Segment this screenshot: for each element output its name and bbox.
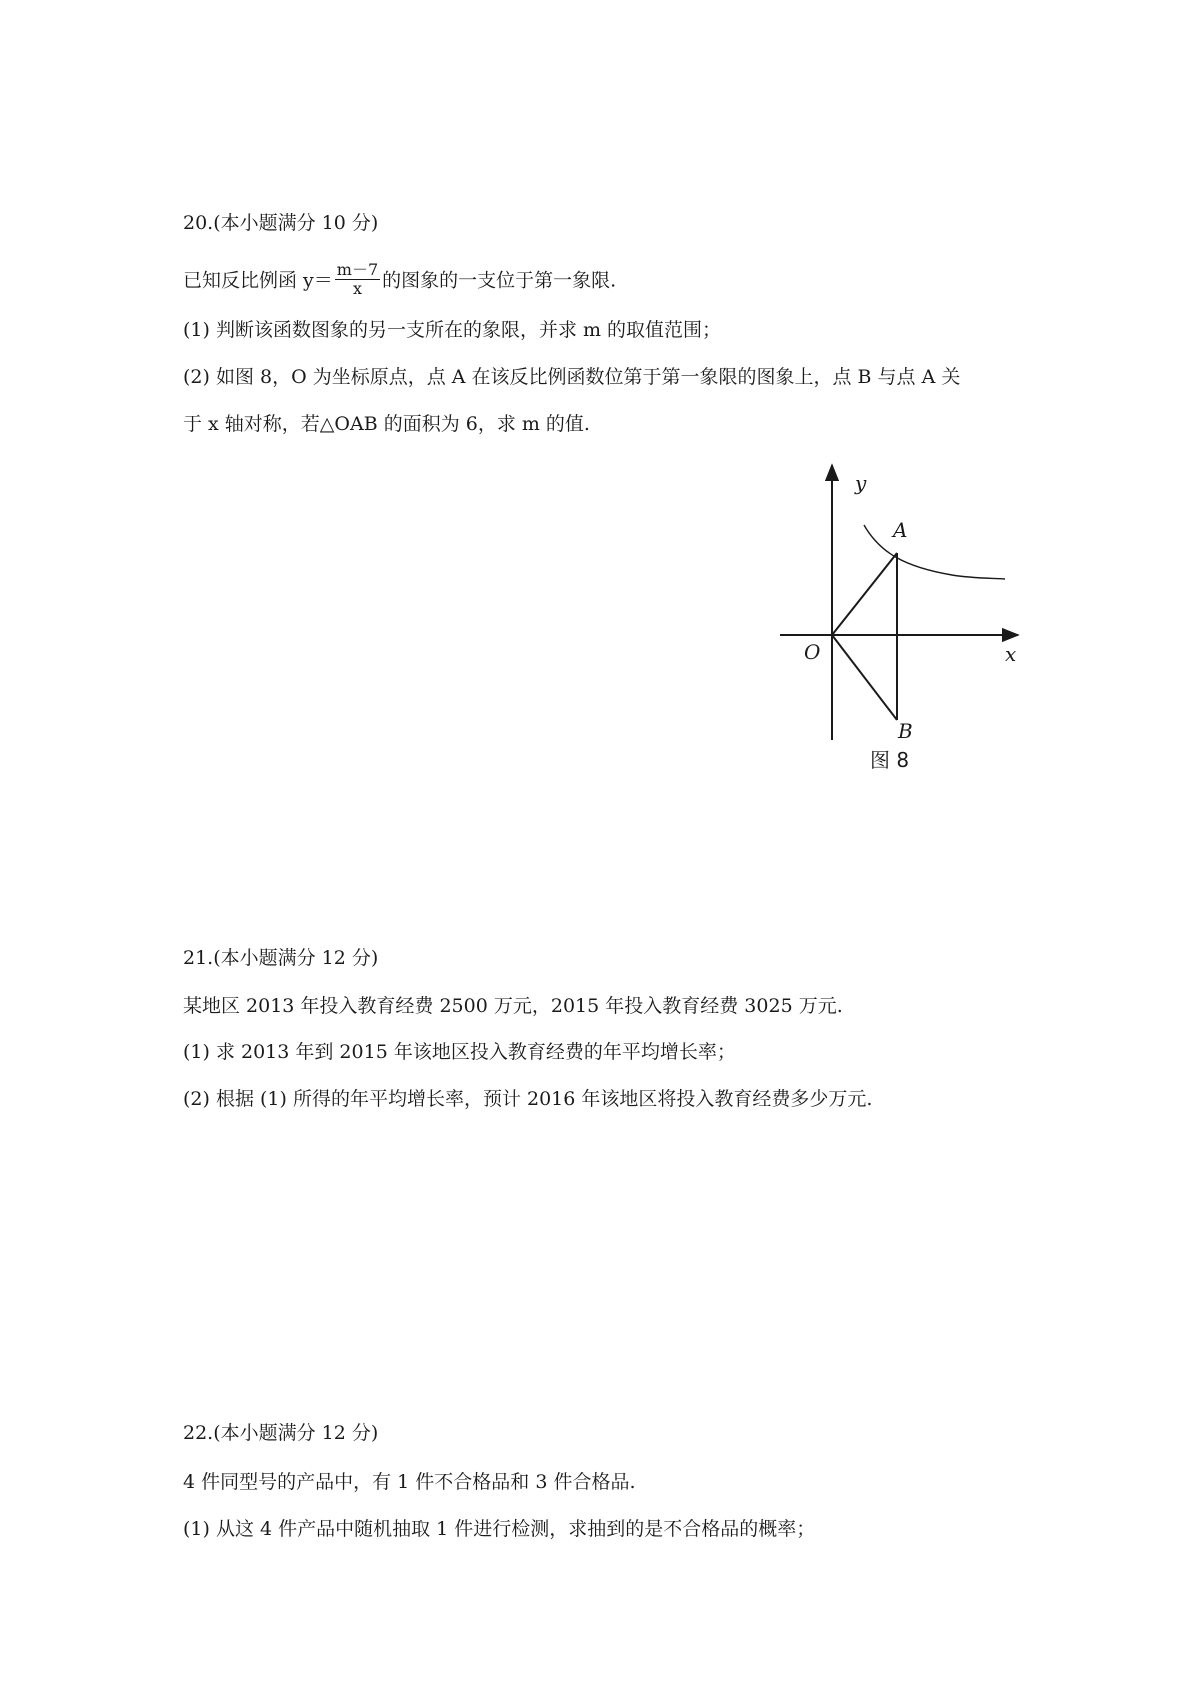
figure-caption: 图 8 (870, 748, 910, 772)
q20-fraction-denominator: x (352, 279, 362, 298)
segment-oa (832, 553, 897, 635)
q20-part2-line1: (2) 如图 8，O 为坐标原点，点 A 在该反比例函数位第于第一象限的图象上，点 B 与点 A 关 (183, 366, 961, 388)
q21-part2: (2) 根据 (1) 所得的年平均增长率，预计 2016 年该地区将投入教育经费多少万元. (183, 1088, 873, 1110)
q22-part1: (1) 从这 4 件产品中随机抽取 1 件进行检测，求抽到的是不合格品的概率； (183, 1518, 816, 1540)
q20-fraction-numerator: m－7 (336, 260, 379, 279)
q20-stem-pre: 已知反比例函 y＝ (183, 269, 333, 292)
q20-part1: (1) 判断该函数图象的另一支所在的象限，并求 m 的取值范围； (183, 319, 722, 341)
segment-ob (832, 635, 897, 720)
q22-header: 22.(本小题满分 12 分) (183, 1422, 379, 1444)
q20-stem-post: 的图象的一支位于第一象限. (382, 269, 617, 292)
figure-8 (760, 455, 1030, 775)
label-a: A (893, 518, 908, 542)
q21-header: 21.(本小题满分 12 分) (183, 947, 379, 969)
q21-part1: (1) 求 2013 年到 2015 年该地区投入教育经费的年平均增长率； (183, 1041, 736, 1063)
q20-stem (183, 260, 617, 300)
hyperbola-curve (864, 525, 1005, 579)
q20-fraction (335, 261, 380, 298)
label-x: x (1005, 642, 1017, 666)
q22-stem: 4 件同型号的产品中，有 1 件不合格品和 3 件合格品. (183, 1471, 636, 1493)
label-y: y (855, 471, 867, 495)
label-b: B (898, 719, 913, 743)
label-o: O (804, 640, 821, 664)
q20-part2-line2: 于 x 轴对称，若△OAB 的面积为 6，求 m 的值. (183, 413, 590, 435)
q20-header: 20.(本小题满分 10 分) (183, 212, 379, 234)
q21-stem: 某地区 2013 年投入教育经费 2500 万元，2015 年投入教育经费 3025 万元. (183, 995, 843, 1017)
